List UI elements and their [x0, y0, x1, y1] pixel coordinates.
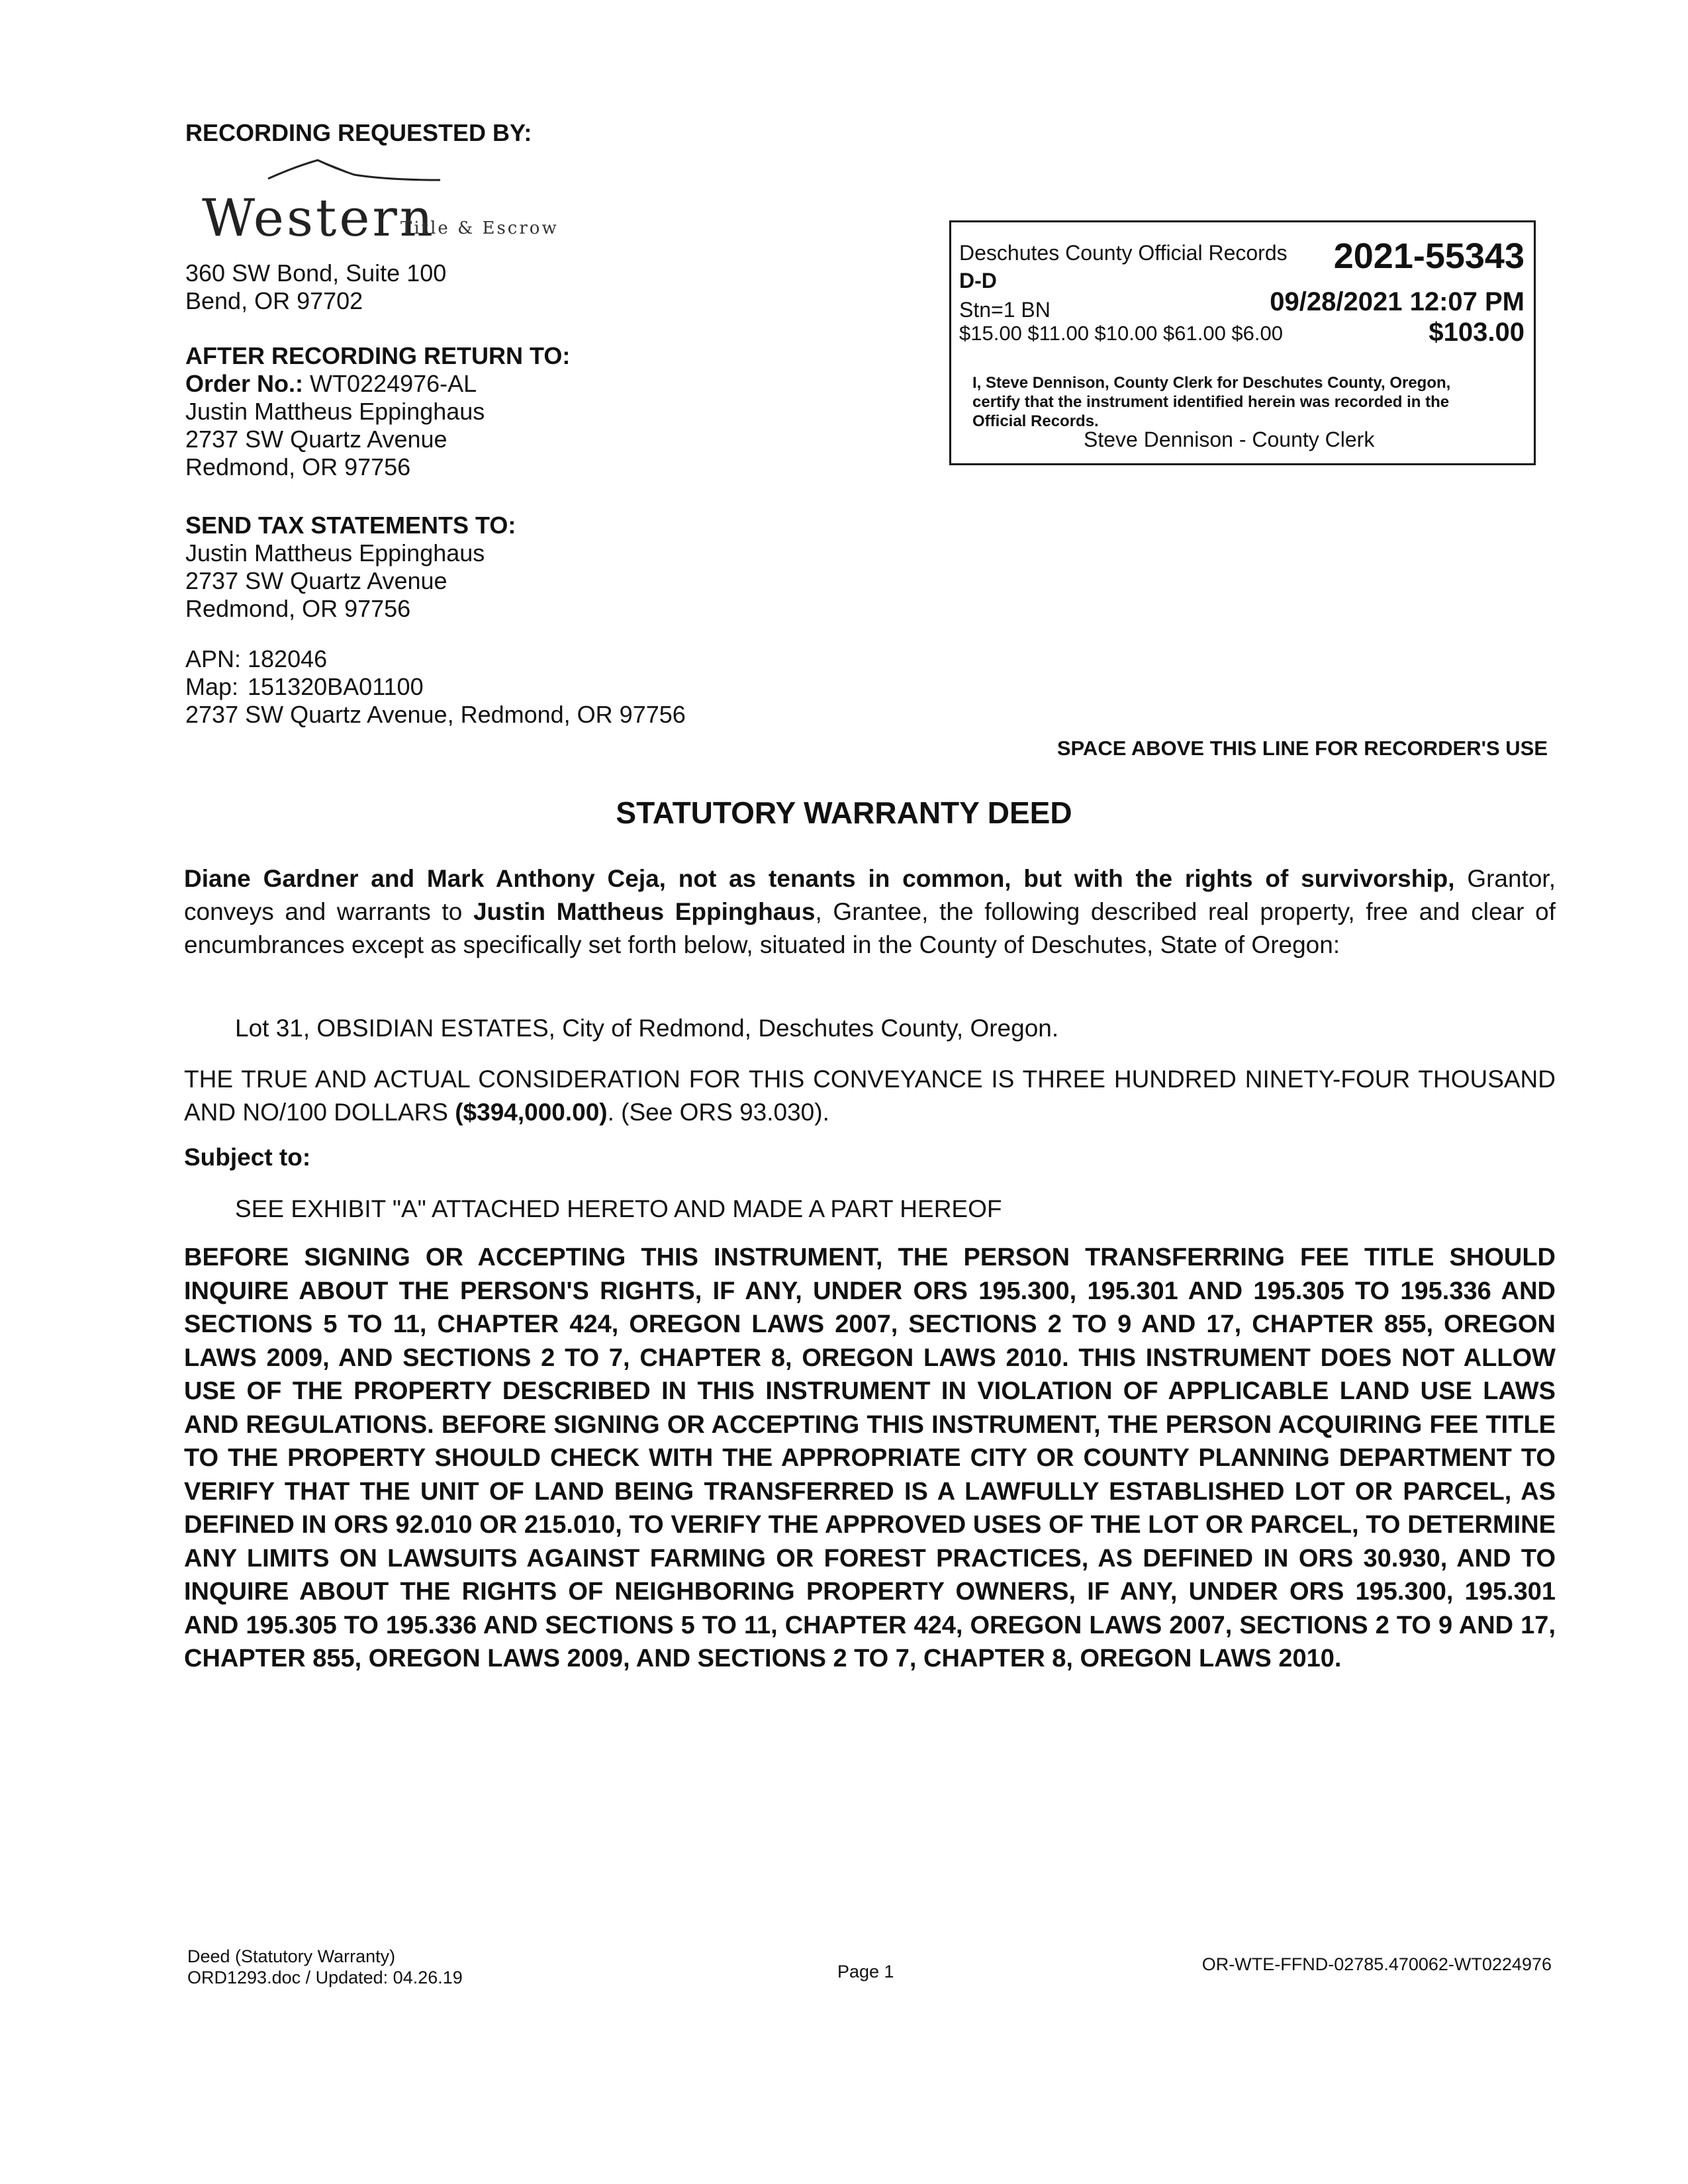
return-to-heading: AFTER RECORDING RETURN TO: — [185, 342, 571, 369]
apn-label: APN: — [185, 645, 242, 672]
legal-description: Lot 31, OBSIDIAN ESTATES, City of Redmond, Deschutes County, Oregon. — [235, 1015, 1059, 1042]
grantor-names: Diane Gardner and Mark Anthony Ceja, not as tenants in common, but with the rights of survivorship, — [184, 865, 1455, 892]
grantee-suffix: , Grantee, the following described real property, free and clear of encumbrances except as specifically set forth below, situated in the County of Deschutes, State of Oregon: — [184, 898, 1556, 958]
consideration-paragraph — [184, 1063, 1556, 1129]
exhibit-note: SEE EXHIBIT "A" ATTACHED HERETO AND MADE A PART HEREOF — [235, 1195, 1002, 1222]
return-to-line: 2737 SW Quartz Avenue — [185, 426, 447, 453]
recorder-stamp-box — [949, 220, 1536, 465]
property-info — [185, 645, 686, 729]
footer-document-id: OR-WTE-FFND-02785.470062-WT0224976 — [1201, 1954, 1552, 1974]
recorder-certification — [972, 373, 1450, 431]
certification-line: certify that the instrument identified herein was recorded in the — [972, 393, 1450, 411]
recorder-doc-type: D-D — [959, 269, 997, 293]
map-value: 151320BA01100 — [248, 673, 424, 700]
certification-line: Official Records. — [972, 412, 1099, 430]
return-to-line: Justin Mattheus Eppinghaus — [185, 398, 485, 425]
company-address-line: Bend, OR 97702 — [185, 287, 363, 314]
order-number: WT0224976-AL — [310, 370, 477, 397]
recorder-total: $103.00 — [1429, 318, 1524, 347]
tax-statements-line: Redmond, OR 97756 — [185, 595, 411, 622]
statutory-notice: BEFORE SIGNING OR ACCEPTING THIS INSTRUMENT, THE PERSON TRANSFERRING FEE TITLE SHOULD INQUIRE ABOUT THE PERSON'S RIGHTS, IF ANY, UNDER ORS 195.300, 195.301 AND 195.305 TO 195.336 AND SECTIONS 5 TO 11, CHAPTER 424, OREGON LAWS 2007, SECTIONS 2 TO 9 AND 17, CHAPTER 855, OREGON LAWS 2009, AND SECTIONS 2 TO 7, CHAPTER 8, OREGON LAWS 2010. THIS INSTRUMENT DOES NOT ALLOW USE OF THE PROPERTY DESCRIBED IN THIS INSTRUMENT IN VIOLATION OF APPLICABLE LAND USE LAWS AND REGULATIONS. BEFORE SIGNING OR ACCEPTING THIS INSTRUMENT, THE PERSON ACQUIRING FEE TITLE TO THE PROPERTY SHOULD CHECK WITH THE APPROPRIATE CITY OR COUNTY PLANNING DEPARTMENT TO VERIFY THAT THE UNIT OF LAND BEING TRANSFERRED IS A LAWFULLY ESTABLISHED LOT OR PARCEL, AS DEFINED IN ORS 92.010 OR 215.010, TO VERIFY THE APPROVED USES OF THE LOT OR PARCEL, TO DETERMINE ANY LIMITS ON LAWSUITS AGAINST FARMING OR FOREST PRACTICES, AS DEFINED IN ORS 30.930, AND TO INQUIRE ABOUT THE RIGHTS OF NEIGHBORING PROPERTY OWNERS, IF ANY, UNDER ORS 195.300, 195.301 AND 195.305 TO 195.336 AND SECTIONS 5 TO 11, CHAPTER 424, OREGON LAWS 2007, SECTIONS 2 TO 9 AND 17, CHAPTER 855, OREGON LAWS 2009, AND SECTIONS 2 TO 7, CHAPTER 8, OREGON LAWS 2010. — [184, 1244, 1556, 1672]
footer-page-number: Page 1 — [837, 1962, 894, 1981]
tax-statements-line: Justin Mattheus Eppinghaus — [185, 539, 485, 567]
consideration-amount: ($394,000.00) — [455, 1099, 608, 1126]
certification-line: I, Steve Dennison, County Clerk for Deschutes County, Oregon, — [972, 374, 1451, 392]
clerk-signature: Steve Dennison - County Clerk — [1084, 428, 1375, 451]
recorder-office: Deschutes County Official Records — [959, 241, 1288, 265]
order-number-label: Order No.: — [185, 370, 304, 397]
consideration-suffix: . (See ORS 93.030). — [607, 1099, 829, 1126]
map-label: Map: — [185, 673, 239, 700]
apn-value: 182046 — [248, 645, 328, 672]
recorder-space-note: SPACE ABOVE THIS LINE FOR RECORDER'S USE — [1056, 737, 1548, 760]
subject-to-label: Subject to: — [184, 1144, 311, 1171]
logo-wordmark: Western — [202, 189, 436, 248]
company-address — [185, 259, 446, 315]
footer-form-file: ORD1293.doc / Updated: 04.26.19 — [187, 1968, 463, 1987]
conveyance-paragraph — [184, 862, 1556, 962]
deed-title: STATUTORY WARRANTY DEED — [616, 796, 1072, 830]
footer-form-info — [187, 1946, 463, 1988]
return-to-line: Redmond, OR 97756 — [185, 453, 411, 480]
recording-requested-heading: RECORDING REQUESTED BY: — [185, 119, 532, 146]
grantee-name: Justin Mattheus Eppinghaus — [473, 898, 816, 925]
property-address: 2737 SW Quartz Avenue, Redmond, OR 97756 — [185, 701, 686, 728]
recorder-station: Stn=1 BN — [959, 298, 1051, 322]
company-address-line: 360 SW Bond, Suite 100 — [185, 259, 447, 287]
recorder-datetime: 09/28/2021 12:07 PM — [1270, 287, 1524, 316]
tax-statements-line: 2737 SW Quartz Avenue — [185, 567, 447, 594]
recorder-fees: $15.00 $11.00 $10.00 $61.00 $6.00 — [959, 322, 1283, 345]
logo-tagline: Title & Escrow — [400, 218, 559, 238]
tax-statements-block — [185, 512, 516, 623]
tax-statements-heading: SEND TAX STATEMENTS TO: — [185, 512, 516, 539]
company-logo — [189, 152, 586, 248]
consideration-text: THE TRUE AND ACTUAL CONSIDERATION FOR THIS CONVEYANCE IS THREE HUNDRED NINETY-FOUR THOUSAND AND NO/100 DOLLARS — [184, 1066, 1556, 1126]
conveys-text: Grantor, conveys and warrants to — [184, 865, 1556, 925]
return-to-block — [185, 342, 570, 481]
footer-form-name: Deed (Statutory Warranty) — [187, 1946, 396, 1966]
recorder-number: 2021-55343 — [1333, 236, 1524, 276]
